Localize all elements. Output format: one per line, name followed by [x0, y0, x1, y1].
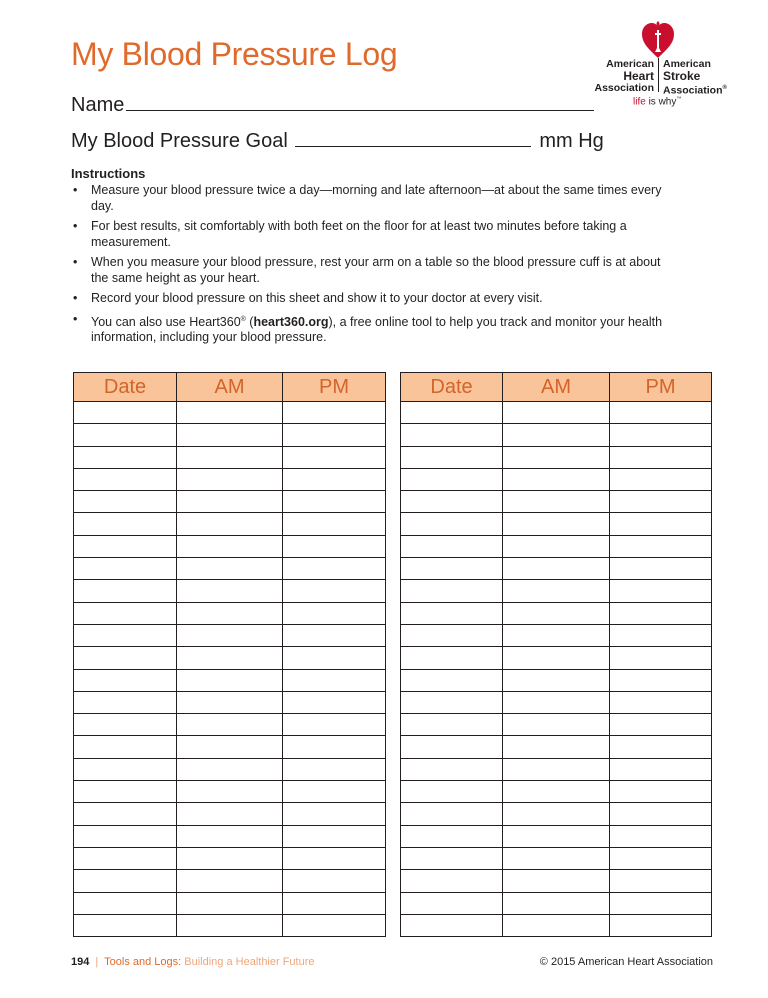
am-cell[interactable] [177, 825, 283, 847]
pm-cell[interactable] [610, 446, 712, 468]
table-header-row [401, 373, 712, 402]
table-row [74, 736, 386, 758]
am-cell[interactable] [503, 758, 610, 780]
am-cell[interactable] [503, 580, 610, 602]
table-row [74, 803, 386, 825]
pm-cell[interactable] [283, 558, 386, 580]
am-cell[interactable] [177, 513, 283, 535]
date-cell[interactable] [74, 892, 177, 914]
instruction-item: • For best results, sit comfortably with both feet on the floor for at least two minutes before taking a measurement. [73, 219, 627, 249]
am-cell[interactable] [503, 446, 610, 468]
am-cell[interactable] [503, 513, 610, 535]
table-row [74, 535, 386, 557]
am-cell[interactable] [503, 602, 610, 624]
am-cell[interactable] [177, 624, 283, 646]
date-cell[interactable] [401, 870, 503, 892]
log-table-right [400, 372, 712, 937]
pm-cell[interactable] [283, 513, 386, 535]
date-cell[interactable] [74, 870, 177, 892]
am-cell[interactable] [177, 647, 283, 669]
pm-cell[interactable] [610, 424, 712, 446]
pm-cell[interactable] [283, 870, 386, 892]
date-cell[interactable] [401, 847, 503, 869]
am-cell[interactable] [503, 714, 610, 736]
footer-copyright: © 2015 American Heart Association [539, 956, 713, 968]
date-cell[interactable] [401, 781, 503, 803]
pm-cell[interactable] [610, 647, 712, 669]
pm-cell[interactable] [283, 491, 386, 513]
date-cell[interactable] [74, 825, 177, 847]
am-cell[interactable] [503, 847, 610, 869]
date-cell[interactable] [74, 624, 177, 646]
date-cell[interactable] [401, 714, 503, 736]
table-row [401, 870, 712, 892]
pm-cell[interactable] [283, 402, 386, 424]
pm-cell[interactable] [610, 691, 712, 713]
pm-cell[interactable] [610, 870, 712, 892]
am-cell[interactable] [177, 402, 283, 424]
pm-cell[interactable] [283, 602, 386, 624]
pm-cell[interactable] [283, 914, 386, 936]
table-row [401, 624, 712, 646]
table-row [401, 892, 712, 914]
log-table-left [73, 372, 386, 937]
am-cell[interactable] [503, 647, 610, 669]
logo-tagline: life is why™ [633, 96, 682, 108]
table-header-row [74, 373, 386, 402]
date-cell[interactable] [401, 513, 503, 535]
date-cell[interactable] [74, 535, 177, 557]
instructions-heading: Instructions [71, 166, 146, 181]
pm-cell[interactable] [283, 624, 386, 646]
date-cell[interactable] [74, 847, 177, 869]
heart-torch-icon [640, 20, 676, 60]
date-cell[interactable] [74, 669, 177, 691]
date-cell[interactable] [401, 602, 503, 624]
pm-cell[interactable] [610, 714, 712, 736]
date-cell[interactable] [74, 491, 177, 513]
pm-cell[interactable] [283, 892, 386, 914]
am-cell[interactable] [177, 491, 283, 513]
name-field[interactable] [71, 94, 596, 117]
pm-cell[interactable] [610, 847, 712, 869]
footer-subtitle: Building a Healthier Future [184, 956, 315, 968]
pm-cell[interactable] [610, 736, 712, 758]
am-cell[interactable] [503, 803, 610, 825]
table-row [401, 781, 712, 803]
table-row [74, 402, 386, 424]
table-row [401, 914, 712, 936]
date-cell[interactable] [401, 535, 503, 557]
pm-cell[interactable] [283, 781, 386, 803]
pm-cell[interactable] [283, 468, 386, 490]
date-cell[interactable] [74, 513, 177, 535]
column-header-date: Date [401, 373, 503, 402]
date-cell[interactable] [74, 803, 177, 825]
american-heart-association-wordmark: American Heart Association [594, 58, 654, 94]
date-cell[interactable] [74, 758, 177, 780]
table-row [74, 602, 386, 624]
pm-cell[interactable] [610, 580, 712, 602]
am-cell[interactable] [503, 468, 610, 490]
pm-cell[interactable] [283, 825, 386, 847]
date-cell[interactable] [401, 580, 503, 602]
pm-cell[interactable] [610, 535, 712, 557]
pm-cell[interactable] [283, 647, 386, 669]
table-row [74, 624, 386, 646]
pm-cell[interactable] [283, 580, 386, 602]
pm-cell[interactable] [610, 803, 712, 825]
table-row [401, 446, 712, 468]
table-row [401, 424, 712, 446]
goal-unit: mm Hg [539, 130, 604, 152]
pm-cell[interactable] [610, 624, 712, 646]
date-cell[interactable] [74, 647, 177, 669]
goal-label: My Blood Pressure Goal [71, 130, 288, 152]
am-cell[interactable] [177, 781, 283, 803]
am-cell[interactable] [503, 691, 610, 713]
pm-cell[interactable] [283, 758, 386, 780]
date-cell[interactable] [74, 468, 177, 490]
am-cell[interactable] [177, 558, 283, 580]
am-cell[interactable] [177, 691, 283, 713]
am-cell[interactable] [177, 446, 283, 468]
table-row [401, 468, 712, 490]
date-cell[interactable] [74, 446, 177, 468]
table-row [401, 647, 712, 669]
table-row [401, 847, 712, 869]
table-row [74, 558, 386, 580]
date-cell[interactable] [401, 402, 503, 424]
am-cell[interactable] [503, 892, 610, 914]
am-cell[interactable] [503, 669, 610, 691]
table-row [74, 580, 386, 602]
am-cell[interactable] [177, 892, 283, 914]
am-cell[interactable] [177, 535, 283, 557]
date-cell[interactable] [74, 580, 177, 602]
pm-cell[interactable] [610, 781, 712, 803]
instruction-item: • You can also use Heart360® (heart360.org), a free online tool to help you track and monitor your health information, including your blood pressure. [73, 311, 663, 345]
am-cell[interactable] [177, 758, 283, 780]
table-row [401, 558, 712, 580]
pm-cell[interactable] [283, 424, 386, 446]
footer-page-info [71, 956, 315, 968]
table-row [74, 870, 386, 892]
am-cell[interactable] [177, 803, 283, 825]
am-cell[interactable] [177, 669, 283, 691]
table-row [74, 446, 386, 468]
date-cell[interactable] [401, 446, 503, 468]
table-row [74, 691, 386, 713]
am-cell[interactable] [177, 847, 283, 869]
pm-cell[interactable] [610, 491, 712, 513]
column-header-am: AM [503, 373, 610, 402]
date-cell[interactable] [401, 558, 503, 580]
date-cell[interactable] [401, 647, 503, 669]
date-cell[interactable] [74, 602, 177, 624]
am-cell[interactable] [503, 736, 610, 758]
date-cell[interactable] [401, 892, 503, 914]
am-cell[interactable] [503, 870, 610, 892]
table-row [74, 914, 386, 936]
table-row [74, 847, 386, 869]
pm-cell[interactable] [610, 892, 712, 914]
date-cell[interactable] [401, 491, 503, 513]
table-row [401, 825, 712, 847]
am-cell[interactable] [503, 558, 610, 580]
date-cell[interactable] [74, 736, 177, 758]
pm-cell[interactable] [283, 691, 386, 713]
table-row [74, 491, 386, 513]
table-row [74, 825, 386, 847]
column-header-pm: PM [610, 373, 712, 402]
table-row [401, 402, 712, 424]
date-cell[interactable] [74, 714, 177, 736]
am-cell[interactable] [503, 781, 610, 803]
pm-cell[interactable] [283, 446, 386, 468]
table-row [74, 468, 386, 490]
table-row [401, 580, 712, 602]
date-cell[interactable] [401, 736, 503, 758]
pm-cell[interactable] [610, 602, 712, 624]
column-header-pm: PM [283, 373, 386, 402]
date-cell[interactable] [74, 558, 177, 580]
name-blank-line[interactable] [126, 94, 594, 111]
name-label: Name [71, 94, 125, 116]
heart360-link[interactable]: heart360.org [253, 314, 329, 329]
pm-cell[interactable] [283, 736, 386, 758]
date-cell[interactable] [401, 468, 503, 490]
table-row [401, 758, 712, 780]
table-row [401, 803, 712, 825]
table-row [401, 714, 712, 736]
table-row [74, 714, 386, 736]
date-cell[interactable] [401, 691, 503, 713]
table-row [74, 647, 386, 669]
date-cell[interactable] [401, 825, 503, 847]
pm-cell[interactable] [610, 402, 712, 424]
table-row [74, 758, 386, 780]
pm-cell[interactable] [283, 535, 386, 557]
date-cell[interactable] [401, 669, 503, 691]
am-cell[interactable] [503, 402, 610, 424]
column-header-am: AM [177, 373, 283, 402]
am-cell[interactable] [503, 914, 610, 936]
date-cell[interactable] [401, 758, 503, 780]
instructions-list [71, 183, 671, 346]
table-row [401, 602, 712, 624]
goal-field[interactable] [71, 130, 604, 153]
table-row [401, 736, 712, 758]
date-cell[interactable] [74, 781, 177, 803]
pm-cell[interactable] [283, 803, 386, 825]
table-row [74, 892, 386, 914]
am-cell[interactable] [177, 714, 283, 736]
pm-cell[interactable] [610, 825, 712, 847]
date-cell[interactable] [74, 914, 177, 936]
am-cell[interactable] [503, 825, 610, 847]
date-cell[interactable] [401, 803, 503, 825]
table-row [74, 424, 386, 446]
table-row [401, 691, 712, 713]
table-row [74, 781, 386, 803]
am-cell[interactable] [503, 535, 610, 557]
table-row [401, 513, 712, 535]
instructions-section [71, 166, 671, 351]
page-number: 194 [71, 956, 90, 968]
page-title: My Blood Pressure Log [71, 36, 398, 72]
am-cell[interactable] [503, 424, 610, 446]
table-row [74, 669, 386, 691]
date-cell[interactable] [401, 424, 503, 446]
pm-cell[interactable] [283, 847, 386, 869]
pm-cell[interactable] [610, 558, 712, 580]
am-cell[interactable] [177, 870, 283, 892]
table-row [401, 491, 712, 513]
instruction-item: • When you measure your blood pressure, rest your arm on a table so the blood pressure cuff is at about the same height as your heart. [73, 255, 661, 285]
am-cell[interactable] [177, 580, 283, 602]
aha-asa-logo [594, 20, 744, 110]
am-cell[interactable] [177, 736, 283, 758]
am-cell[interactable] [503, 491, 610, 513]
table-row [74, 513, 386, 535]
am-cell[interactable] [177, 602, 283, 624]
am-cell[interactable] [177, 914, 283, 936]
american-stroke-association-wordmark: American Stroke Association® [663, 58, 727, 97]
column-header-date: Date [74, 373, 177, 402]
date-cell[interactable] [401, 914, 503, 936]
pm-cell[interactable] [610, 758, 712, 780]
table-row [401, 535, 712, 557]
am-cell[interactable] [503, 624, 610, 646]
footer-section: Tools and Logs: [104, 956, 182, 968]
date-cell[interactable] [401, 624, 503, 646]
pm-cell[interactable] [610, 669, 712, 691]
instruction-item: • Record your blood pressure on this sheet and show it to your doctor at every visit. [73, 291, 543, 305]
date-cell[interactable] [74, 424, 177, 446]
pm-cell[interactable] [610, 468, 712, 490]
pm-cell[interactable] [283, 669, 386, 691]
pm-cell[interactable] [610, 513, 712, 535]
am-cell[interactable] [177, 468, 283, 490]
table-row [401, 669, 712, 691]
logo-divider [658, 58, 659, 92]
footer-separator: | [95, 956, 99, 968]
pm-cell[interactable] [610, 914, 712, 936]
instruction-item: • Measure your blood pressure twice a day—morning and late afternoon—at about the same times every day. [73, 183, 662, 213]
goal-blank-line[interactable] [295, 130, 531, 147]
pm-cell[interactable] [283, 714, 386, 736]
date-cell[interactable] [74, 691, 177, 713]
date-cell[interactable] [74, 402, 177, 424]
am-cell[interactable] [177, 424, 283, 446]
